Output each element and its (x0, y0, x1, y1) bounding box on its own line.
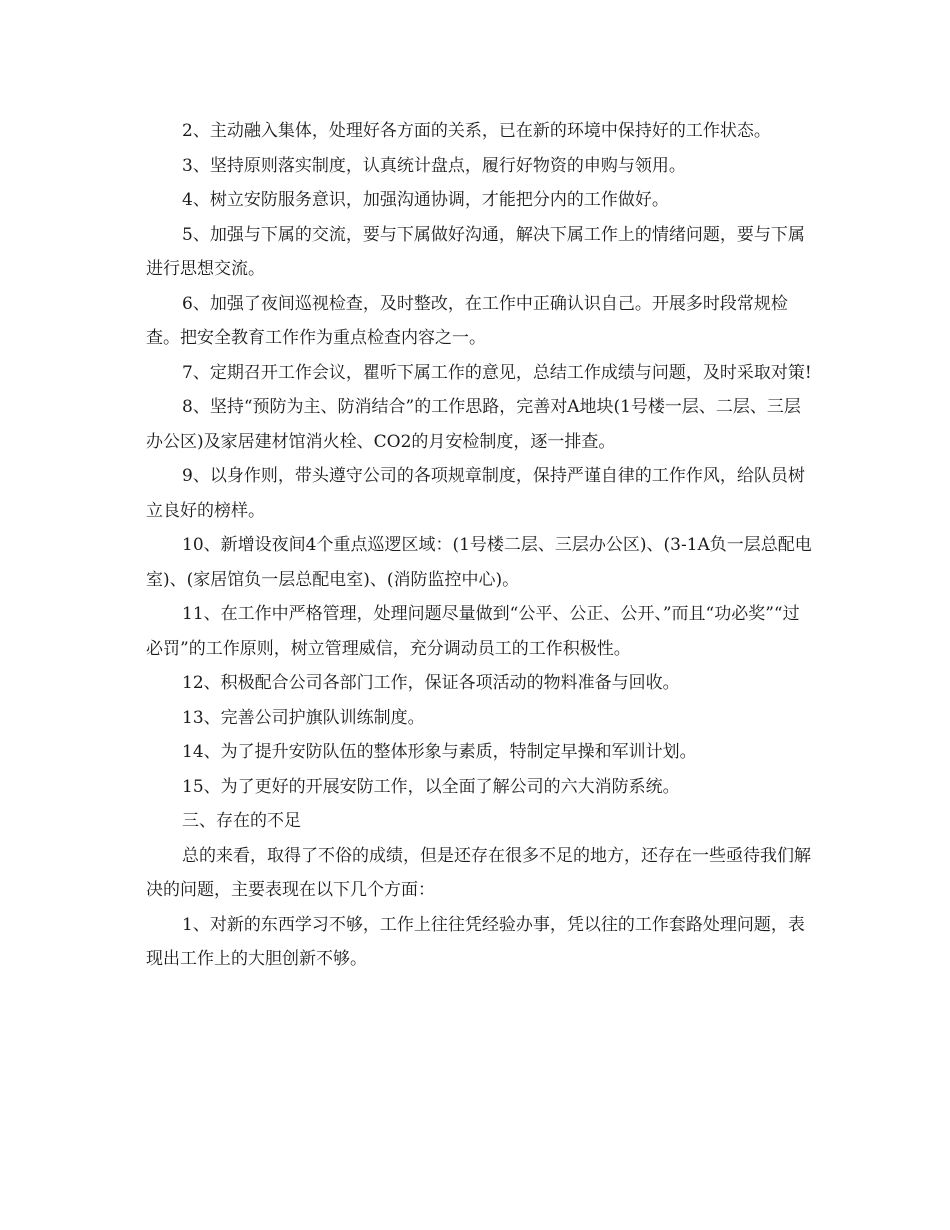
paragraph-item-2: 2、主动融入集体，处理好各方面的关系，已在新的环境中保持好的工作状态。 (182, 121, 771, 141)
paragraph-item-15: 15、为了更好的开展安防工作，以全面了解公司的六大消防系统。 (182, 776, 680, 797)
paragraph-item-9: 9、以身作则，带头遵守公司的各项规章制度，保持严谨自律的工作作风，给队员树立良好的榜样。 (146, 466, 805, 521)
document-body (146, 114, 812, 977)
paragraph-item-8: 8、坚持“预防为主、防消结合”的工作思路，完善对A地块(1号楼一层、二层、三层办公区)及家居建材馆消火栓、CO2的月安检制度，逐一排查。 (146, 397, 801, 452)
paragraph-item-10: 10、新增设夜间4个重点巡逻区域：(1号楼二层、三层办公区)、(3-1A负一层总配电室)、(家居馆负一层总配电室)、(消防监控中心)。 (146, 535, 812, 590)
section-heading-shortcomings: 三、存在的不足 (182, 811, 301, 831)
paragraph-item-4: 4、树立安防服务意识，加强沟通协调，才能把分内的工作做好。 (182, 190, 669, 210)
paragraph-item-12: 12、积极配合公司各部门工作，保证各项活动的物料准备与回收。 (182, 673, 680, 693)
paragraph-item-5: 5、加强与下属的交流，要与下属做好沟通，解决下属工作上的情绪问题，要与下属进行思想交流。 (146, 224, 805, 279)
shortcoming-item-1: 1、对新的东西学习不够，工作上往往凭经验办事，凭以往的工作套路处理问题，表现出工作上的大胆创新不够。 (146, 914, 805, 969)
paragraph-item-14: 14、为了提升安防队伍的整体形象与素质，特制定早操和军训计划。 (182, 742, 697, 762)
summary-paragraph: 总的来看，取得了不俗的成绩，但是还存在很多不足的地方，还存在一些亟待我们解决的问题，主要表现在以下几个方面： (146, 845, 811, 900)
paragraph-item-11: 11、在工作中严格管理，处理问题尽量做到“公平、公正、公开、”而且“功必奖”“过必罚”的工作原则，树立管理威信，充分调动员工的工作积极性。 (146, 604, 800, 659)
paragraph-item-13: 13、完善公司护旗队训练制度。 (182, 707, 425, 728)
paragraph-item-6: 6、加强了夜间巡视检查，及时整改，在工作中正确认识自己。开展多时段常规检查。把安全教育工作作为重点检查内容之一。 (146, 293, 788, 348)
paragraph-item-7: 7、定期召开工作会议，瞿听下属工作的意见，总结工作成绩与问题，及时采取对策! (182, 362, 812, 383)
paragraph-item-3: 3、坚持原则落实制度，认真统计盘点，履行好物资的申购与领用。 (182, 155, 686, 176)
